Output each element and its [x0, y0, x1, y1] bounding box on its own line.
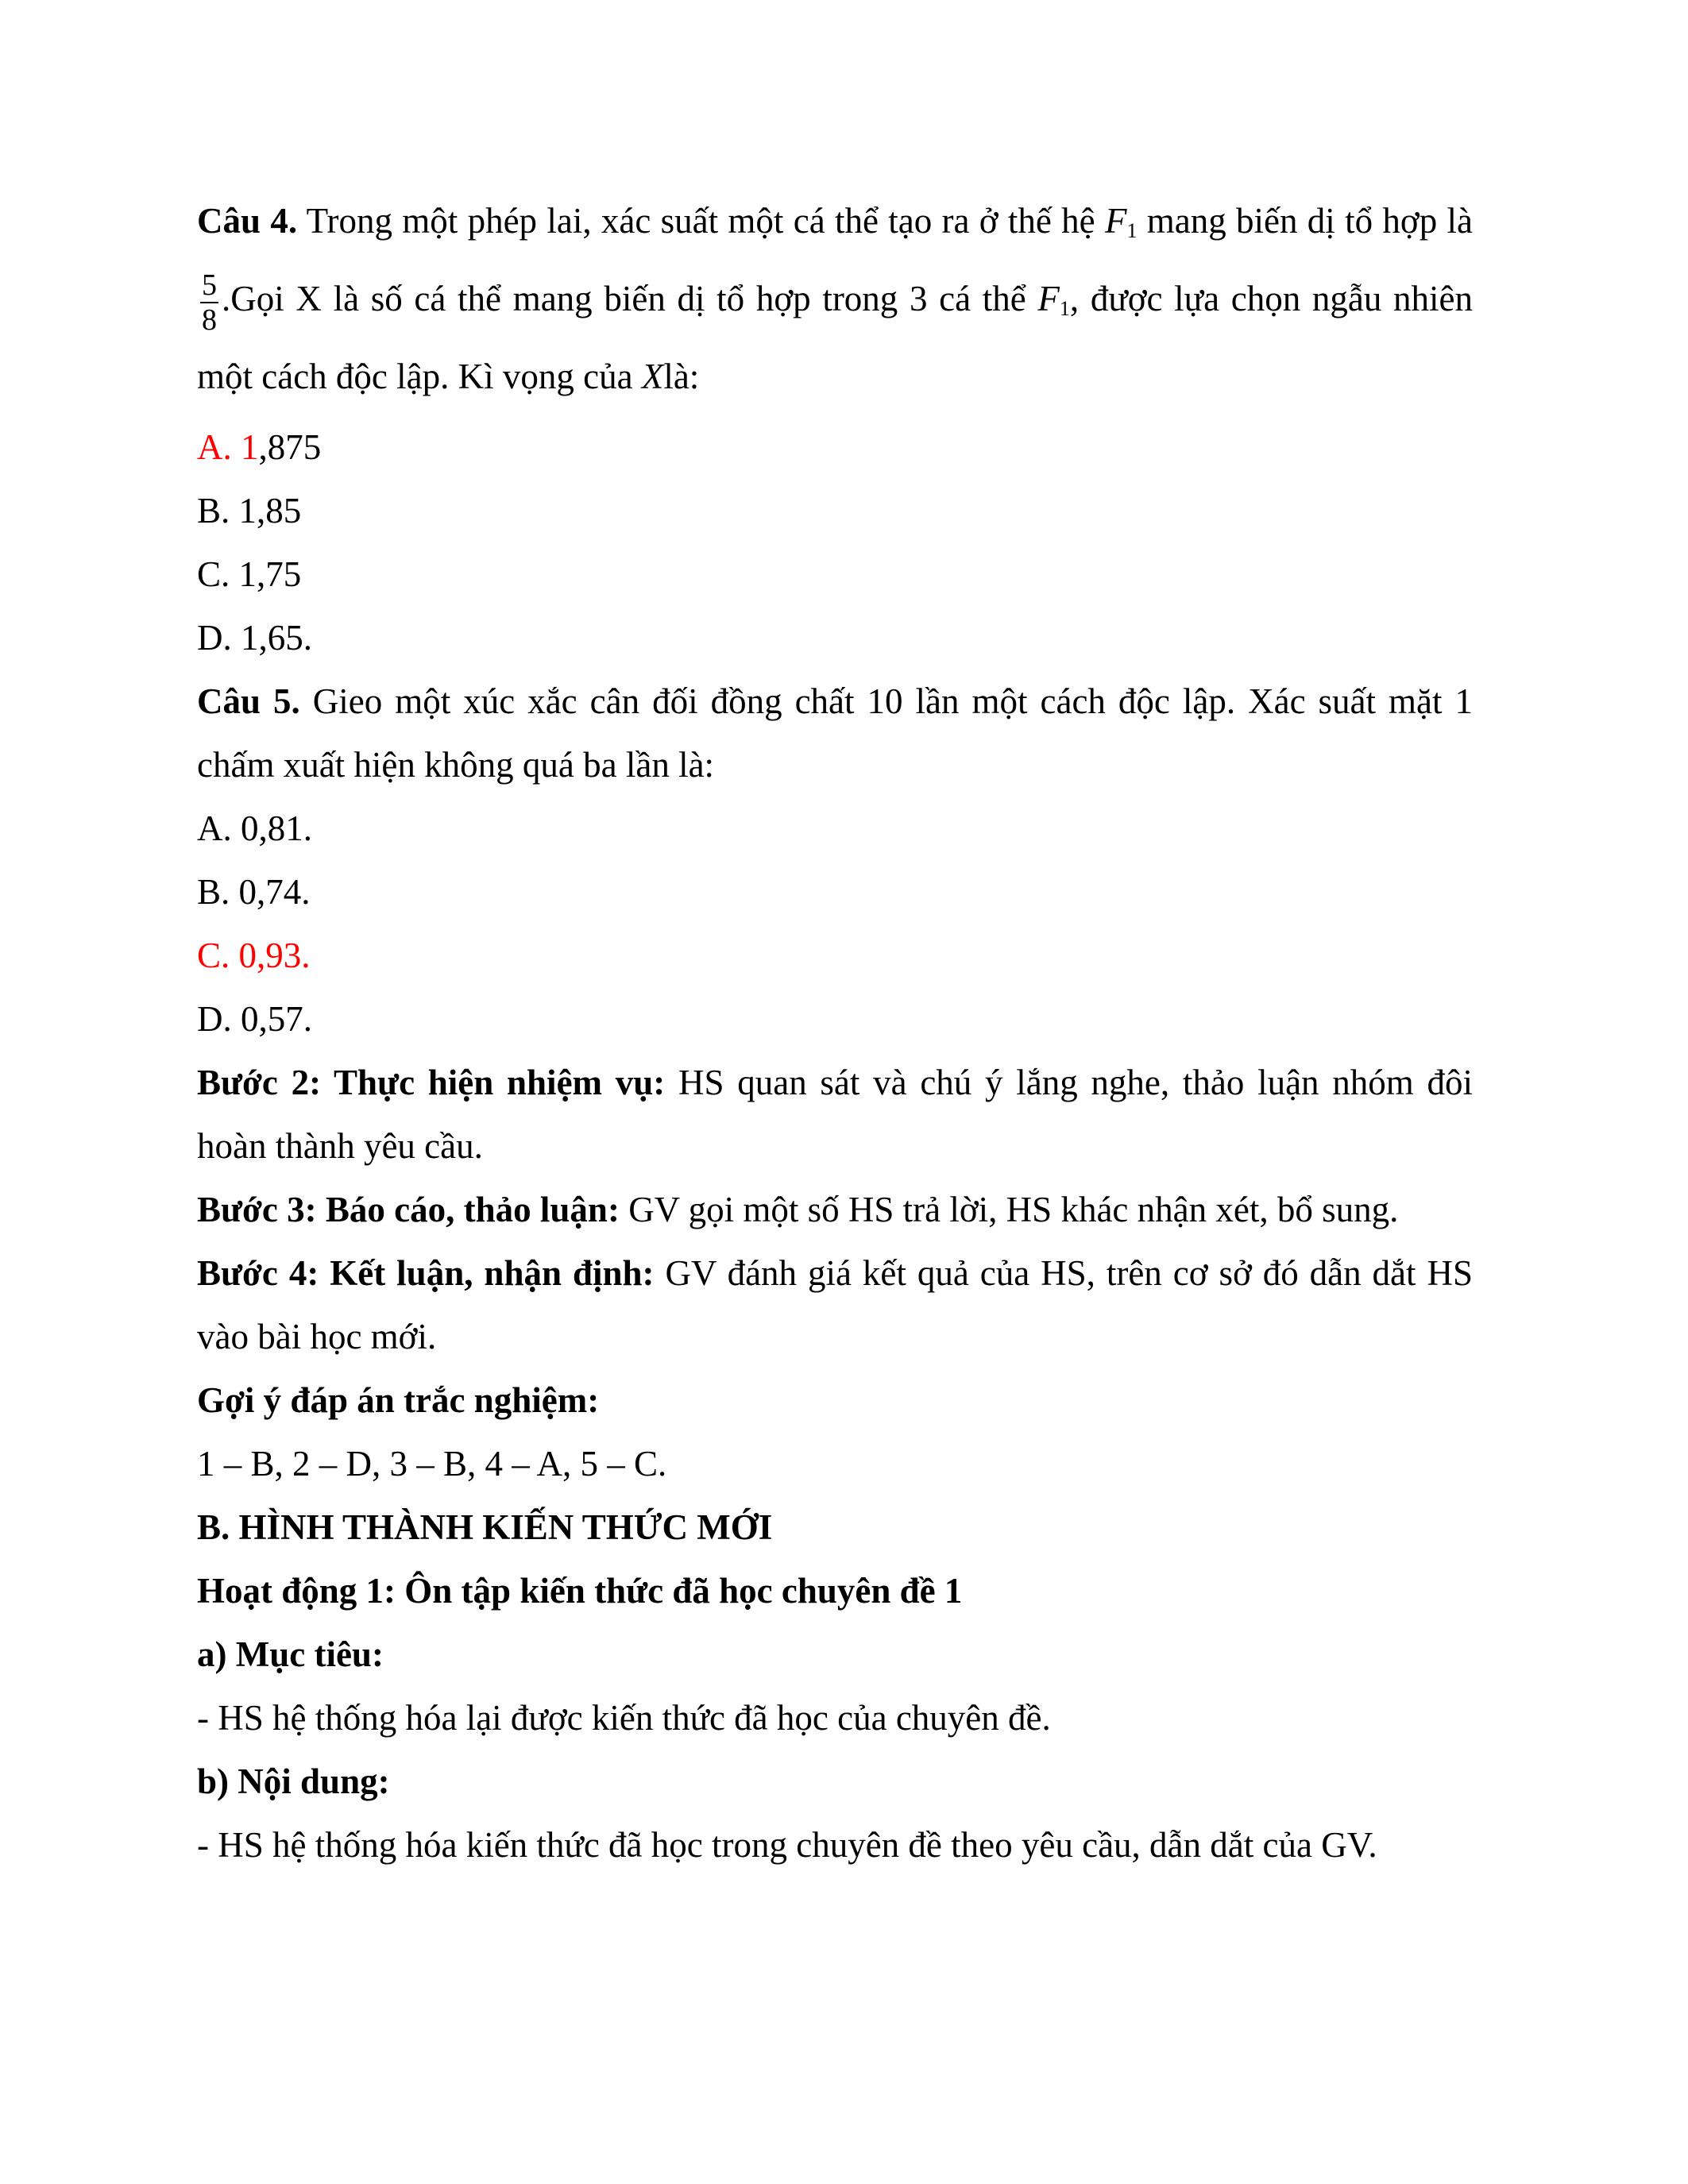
- option-a: A. 0,81.: [197, 808, 312, 848]
- question-label: Câu 5.: [197, 681, 300, 721]
- answers-heading: [197, 1368, 1473, 1432]
- option-b: B. 0,74.: [197, 872, 311, 912]
- q4-text: , được lựa chọn ngẫu nhiên một cách độc lập. Kì vọng của: [197, 279, 1473, 396]
- q4-text: Trong một phép lai, xác suất một cá thể tạo ra ở thế hệ: [297, 201, 1105, 241]
- heading-text: a) Mục tiêu:: [197, 1634, 384, 1674]
- step-text: GV đánh giá kết quả của HS, trên cơ sở đó dẫn dắt HS vào bài học mới.: [197, 1253, 1473, 1356]
- option-c-correct: C. 0,93.: [197, 936, 311, 975]
- q4-text: .Gọi X là số cá thể mang biến dị tổ hợp trong 3 cá thể: [222, 279, 1038, 318]
- fraction: [200, 268, 218, 337]
- goal-heading: [197, 1623, 1473, 1686]
- q4-text: là:: [663, 357, 700, 396]
- option-text: ,875: [258, 427, 322, 467]
- activity-1-heading: [197, 1559, 1473, 1623]
- correct-marker: A. 1: [197, 427, 259, 467]
- denominator: 8: [202, 303, 217, 337]
- step-label: Bước 3: Báo cáo, thảo luận:: [197, 1190, 620, 1229]
- step-4: [197, 1241, 1473, 1368]
- content-text: - HS hệ thống hóa kiến thức đã học trong chuyên đề theo yêu cầu, dẫn dắt của GV.: [197, 1825, 1377, 1865]
- option-d: D. 0,57.: [197, 999, 312, 1039]
- heading-text: Hoạt động 1: Ôn tập kiến thức đã học chuyên đề 1: [197, 1571, 963, 1611]
- math-sub: 1: [1059, 297, 1070, 320]
- step-2: [197, 1051, 1473, 1178]
- heading-text: Gợi ý đáp án trắc nghiệm:: [197, 1380, 600, 1420]
- option-a: [197, 415, 1473, 479]
- section-b-heading: [197, 1495, 1473, 1559]
- step-text: HS quan sát và chú ý lắng nghe, thảo luận nhóm đôi hoàn thành yêu cầu.: [197, 1063, 1473, 1166]
- math-F: F: [1104, 201, 1127, 241]
- question-4: [197, 182, 1473, 415]
- numerator: 5: [202, 268, 217, 302]
- question-label: Câu 4.: [197, 201, 298, 241]
- answers-list: 1 – B, 2 – D, 3 – B, 4 – A, 5 – C.: [197, 1444, 667, 1484]
- document-page: [197, 182, 1473, 1877]
- option-b: B. 1,85: [197, 491, 302, 531]
- math-F: F: [1037, 279, 1060, 318]
- q4-text: mang biến dị tổ hợp là: [1137, 201, 1473, 241]
- heading-text: B. HÌNH THÀNH KIẾN THỨC MỚI: [197, 1507, 773, 1547]
- content-heading: [197, 1750, 1473, 1813]
- math-sub: 1: [1126, 219, 1138, 242]
- option-c: C. 1,75: [197, 554, 302, 594]
- goal-text: - HS hệ thống hóa lại được kiến thức đã học của chuyên đề.: [197, 1698, 1051, 1738]
- heading-text: b) Nội dung:: [197, 1761, 390, 1801]
- step-label: Bước 4: Kết luận, nhận định:: [197, 1253, 655, 1293]
- option-d: D. 1,65.: [197, 618, 312, 658]
- math-X: X: [641, 357, 664, 396]
- question-5: [197, 669, 1473, 797]
- step-label: Bước 2: Thực hiện nhiệm vụ:: [197, 1063, 666, 1102]
- step-text: GV gọi một số HS trả lời, HS khác nhận xét, bổ sung.: [619, 1190, 1399, 1229]
- step-3: [197, 1178, 1473, 1241]
- q5-text: Gieo một xúc xắc cân đối đồng chất 10 lần một cách độc lập. Xác suất mặt 1 chấm xuất hiện không quá ba lần là:: [197, 681, 1473, 785]
